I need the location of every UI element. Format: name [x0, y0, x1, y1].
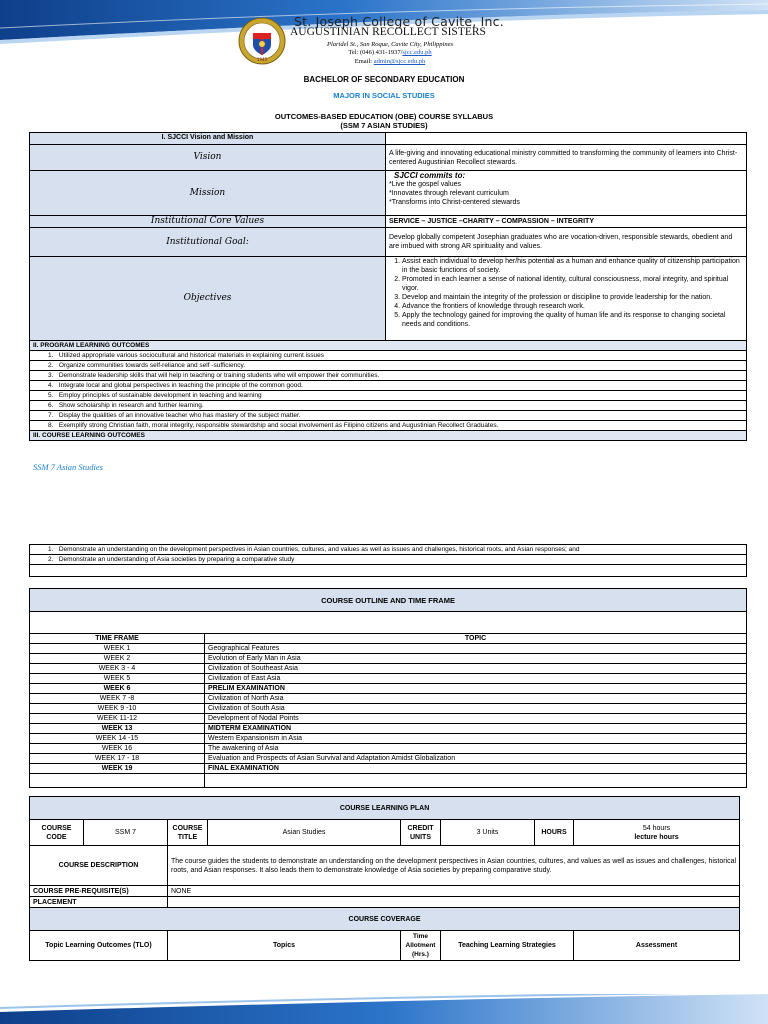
outline-topic: Evaluation and Prospects of Asian Survival and Adaptation Amidst Globalization — [205, 754, 747, 764]
credit-units-value: 3 Units — [441, 820, 535, 846]
course-label: SSM 7 Asian Studies — [33, 462, 103, 472]
course-outcomes-table — [29, 544, 747, 577]
college-seal-icon — [238, 17, 286, 65]
school-address: Plaridel St., San Roque, Cavite City, Philippines — [326, 41, 453, 48]
outline-week: WEEK 9 -10 — [30, 704, 205, 714]
outline-row — [30, 694, 747, 704]
course-description-text: The course guides the students to demonstrate an understanding on the development perspectives in Asian countries, cultures, and values as well as issues and challenges, historical roots, and Asian responses. It also leads them to demonstrate knowledge of Asia societies by preparing comparative study. — [168, 846, 740, 886]
outline-row — [30, 724, 747, 734]
plo-item: 4. Integrate local and global perspectives in teaching the principle of the common good. — [30, 381, 747, 391]
outline-week: WEEK 19 — [30, 764, 205, 774]
goal-label: Institutional Goal: — [30, 228, 386, 257]
course-plan-table — [29, 796, 740, 961]
outline-topic: Development of Nodal Points — [205, 714, 747, 724]
course-code-value: SSM 7 — [84, 820, 168, 846]
clo-item: 1. Demonstrate an understanding on the development perspectives in Asian countries, cultures, and values as well as issues and challenges, historical roots, and Asian responses; and — [30, 545, 747, 555]
mission-item: *Innovates through relevant curriculum — [389, 190, 509, 197]
outline-row — [30, 734, 747, 744]
outline-topic: Geographical Features — [205, 644, 747, 654]
outline-row — [30, 654, 747, 664]
goal-text: Develop globally competent Josephian graduates who are vocation-driven, responsible stewards, obedient and are imbued with strong AR spirituality and values. — [386, 228, 747, 257]
outline-week: WEEK 3 - 4 — [30, 664, 205, 674]
assessment-header: Assessment — [574, 931, 740, 961]
outline-topic: PRELIM EXAMINATION — [205, 684, 747, 694]
outline-topic: Evolution of Early Man in Asia — [205, 654, 747, 664]
outline-topic: FINAL EXAMINATION — [205, 764, 747, 774]
degree-title: BACHELOR OF SECONDARY EDUCATION — [303, 75, 465, 84]
outline-row — [30, 664, 747, 674]
topics-header: Topics — [168, 931, 401, 961]
outline-row — [30, 684, 747, 694]
outline-body — [30, 634, 747, 774]
school-email: Email: admin@sjcc.edu.ph — [354, 58, 426, 65]
outline-topic: The awakening of Asia — [205, 744, 747, 754]
outline-row — [30, 674, 747, 684]
vision-mission-table — [29, 132, 747, 341]
outline-week: WEEK 5 — [30, 674, 205, 684]
clo-item: 2. Demonstrate an understanding of Asia societies by preparing a comparative study — [30, 555, 747, 565]
vision-label: Vision — [30, 145, 386, 171]
course-code-label: COURSE CODE — [30, 820, 84, 846]
outline-week: WEEK 6 — [30, 684, 205, 694]
outline-row — [30, 704, 747, 714]
clo-empty-row — [30, 565, 747, 577]
outline-week: WEEK 7 -8 — [30, 694, 205, 704]
plo-item: 6. Show scholarship in research and further learning. — [30, 401, 747, 411]
mission-heading: SJCCI commits to: — [394, 171, 466, 180]
strategies-header: Teaching Learning Strategies — [441, 931, 574, 961]
prerequisite-value: NONE — [168, 886, 740, 897]
outline-row — [30, 714, 747, 724]
school-tel: Tel: (046) 431-1937/sjcc.edu.ph — [348, 49, 432, 56]
seal-year: 1945 — [256, 57, 268, 62]
time-allotment-header: Time Allotment (Hrs.) — [401, 931, 441, 961]
placement-label: PLACEMENT — [30, 897, 168, 908]
topic-header: TOPIC — [205, 634, 747, 644]
course-title-label: COURSE TITLE — [168, 820, 208, 846]
objective-item: 1. Assist each individual to develop her/his potential as a human and enhance quality of citizenship participation in the basic functions of society. — [402, 257, 743, 275]
outline-topic: Civilization of South Asia — [205, 704, 747, 714]
plo-section-title: II. PROGRAM LEARNING OUTCOMES — [30, 341, 747, 351]
footer-banner — [0, 994, 768, 1024]
objective-item: 5. Apply the technology gained for improving the quality of human life and its response to changing societal needs and conditions. — [402, 311, 743, 329]
outline-row — [30, 644, 747, 654]
objectives-list — [386, 257, 747, 341]
outline-week: WEEK 17 - 18 — [30, 754, 205, 764]
plo-item: 5. Employ principles of sustainable development in teaching and learning — [30, 391, 747, 401]
outline-week: WEEK 1 — [30, 644, 205, 654]
outline-topic: Civilization of Southeast Asia — [205, 664, 747, 674]
core-values-text: SERVICE – JUSTICE –CHARITY – COMPASSION – INTEGRITY — [386, 216, 747, 228]
outline-week: WEEK 14 -15 — [30, 734, 205, 744]
course-plan-title: COURSE LEARNING PLAN — [30, 797, 740, 820]
objectives-label: Objectives — [30, 257, 386, 341]
course-title-value: Asian Studies — [208, 820, 401, 846]
website-link[interactable]: sjcc.edu.ph — [402, 49, 432, 56]
outline-week: WEEK 2 — [30, 654, 205, 664]
outline-row — [30, 754, 747, 764]
school-name: St. Joseph College of Cavite, Inc. — [294, 14, 504, 29]
objective-item: 4. Advance the frontiers of knowledge through research work. — [402, 302, 743, 311]
vision-text: A life-giving and innovating educational ministry committed to transforming the community of learners into Christ-centered Augustinian Recollect stewards. — [386, 145, 747, 171]
plo-item: 8. Exemplify strong Christian faith, moral integrity, responsible stewardship and social involvement as Filipino citizens and Augustinian Recollect Graduates. — [30, 421, 747, 431]
objective-item: 3. Develop and maintain the integrity of the profession or discipline to provide leadership for the nation. — [402, 293, 743, 302]
outline-topic: MIDTERM EXAMINATION — [205, 724, 747, 734]
plo-item: 7. Display the qualities of an innovative teacher who has mastery of the subject matter. — [30, 411, 747, 421]
objective-item: 2. Promoted in each learner a sense of national identity, cultural consciousness, moral integrity, and spiritual vigor. — [402, 275, 743, 293]
credit-units-label: CREDIT UNITS — [401, 820, 441, 846]
mission-item: *Live the gospel values — [389, 181, 461, 188]
outline-week: WEEK 13 — [30, 724, 205, 734]
outline-row — [30, 764, 747, 774]
prerequisite-label: COURSE PRE-REQUISITE(S) — [30, 886, 168, 897]
outline-topic: Civilization of East Asia — [205, 674, 747, 684]
outline-row — [30, 744, 747, 754]
plo-item: 1. Utilized appropriate various sociocultural and historical materials in explaining current issues — [30, 351, 747, 361]
outline-topic: Western Expansionism in Asia — [205, 734, 747, 744]
major-title: MAJOR IN SOCIAL STUDIES — [333, 91, 435, 100]
course-description-label: COURSE DESCRIPTION — [30, 846, 168, 886]
program-outcomes-table — [29, 340, 747, 441]
outline-week: WEEK 11-12 — [30, 714, 205, 724]
tlo-header: Topic Learning Outcomes (TLO) — [30, 931, 168, 961]
email-link[interactable]: admin@sjcc.edu.ph — [373, 58, 426, 65]
mission-text — [386, 171, 747, 216]
clo-section-title: III. COURSE LEARNING OUTCOMES — [30, 431, 747, 441]
mission-label: Mission — [30, 171, 386, 216]
time-frame-header: TIME FRAME — [30, 634, 205, 644]
syllabus-title: OUTCOMES-BASED EDUCATION (OBE) COURSE SYLLABUS — [274, 112, 494, 121]
course-outline-table — [29, 588, 747, 788]
course-outline-title: COURSE OUTLINE AND TIME FRAME — [30, 589, 747, 612]
vision-mission-section-title: I. SJCCI Vision and Mission — [30, 133, 386, 145]
congregation-name: AUGUSTINIAN RECOLLECT SISTERS — [290, 26, 486, 38]
hours-value: 54 hours lecture hours — [574, 820, 740, 846]
course-coverage-title: COURSE COVERAGE — [30, 908, 740, 931]
placement-value — [168, 897, 740, 908]
mission-item: *Transforms into Christ-centered stewards — [389, 199, 520, 206]
plo-item: 3. Demonstrate leadership skills that will help in teaching or training students who will empower their communities. — [30, 371, 747, 381]
course-tag: (SSM 7 ASIAN STUDIES) — [340, 121, 428, 130]
core-values-label: Institutional Core Values — [30, 216, 386, 228]
outline-topic: Civilization of North Asia — [205, 694, 747, 704]
hours-label: HOURS — [535, 820, 574, 846]
outline-spacer — [30, 612, 747, 634]
outline-week: WEEK 16 — [30, 744, 205, 754]
plo-item: 2. Organize communities towards self-reliance and self -sufficiency. — [30, 361, 747, 371]
